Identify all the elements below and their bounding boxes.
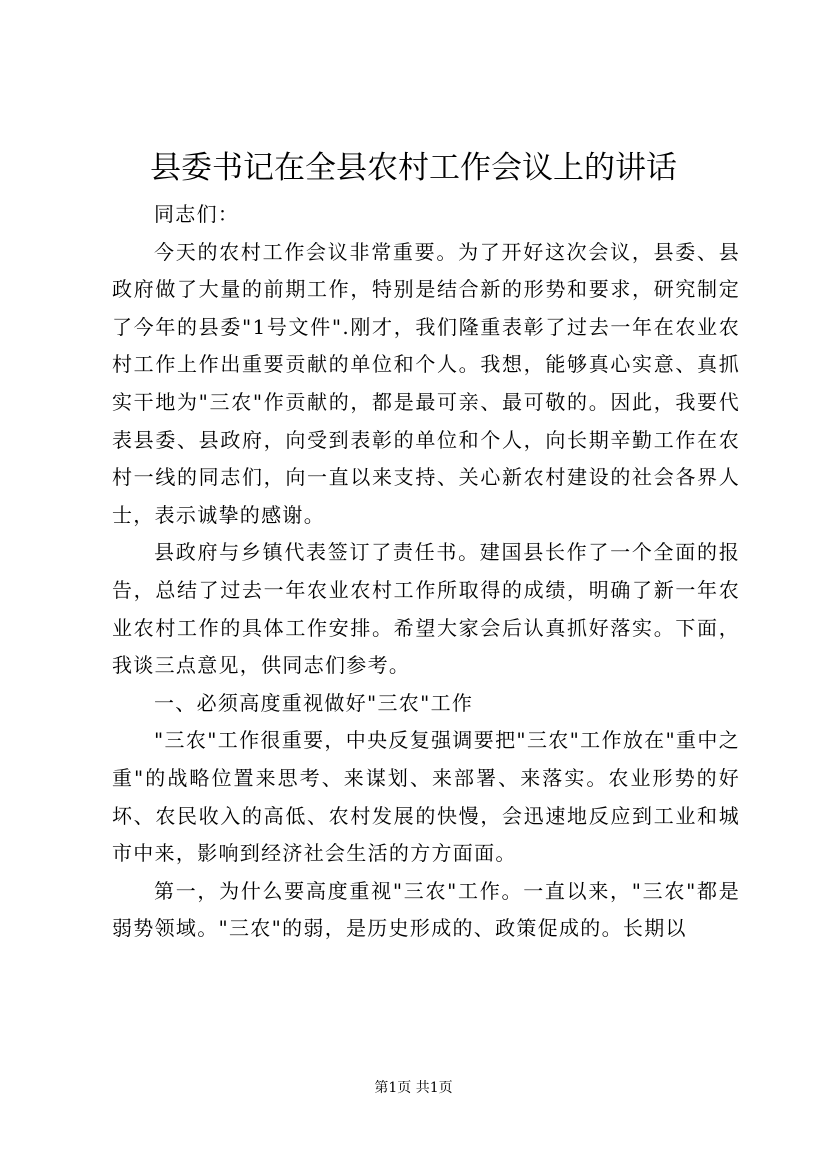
- page-footer: 第1页 共1页: [374, 1080, 453, 1096]
- paragraph: 第一，为什么要高度重视"三农"工作。一直以来，"三农"都是弱势领域。"三农"的弱，是历史形成的、政策促成的。长期以: [112, 878, 740, 941]
- paragraph: 今天的农村工作会议非常重要。为了开好这次会议，县委、县政府做了大量的前期工作，特别是结合新的形势和要求，研究制定了今年的县委"1号文件".刚才，我们隆重表彰了过去一年在农业农村工作上作出重要贡献的单位和个人。我想，能够真心实意、真抓实干地为"三农"作贡献的，都是最可亲、最可敬的。因此，我要代表县委、县政府，向受到表彰的单位和个人，向长期辛勤工作在农村一线的同志们，向一直以来支持、关心新农村建设的社会各界人士，表示诚挚的感谢。: [112, 239, 740, 527]
- section-heading: 一、必须高度重视做好"三农"工作: [154, 690, 474, 715]
- paragraph: 县政府与乡镇代表签订了责任书。建国县长作了一个全面的报告，总结了过去一年农业农村工作所取得的成绩，明确了新一年农业农村工作的具体工作安排。希望大家会后认真抓好落实。下面，我谈三点意见，供同志们参考。: [112, 540, 740, 678]
- paragraph: "三农"工作很重要，中央反复强调要把"三农"工作放在"重中之重"的战略位置来思考、来谋划、来部署、来落实。农业形势的好坏、农民收入的高低、农村发展的快慢，会迅速地反应到工业和城市中来，影响到经济社会生活的方方面面。: [112, 728, 740, 866]
- document-title: 县委书记在全县农村工作会议上的讲话: [150, 150, 677, 186]
- salutation: 同志们：: [154, 202, 240, 226]
- document-body: [112, 196, 740, 948]
